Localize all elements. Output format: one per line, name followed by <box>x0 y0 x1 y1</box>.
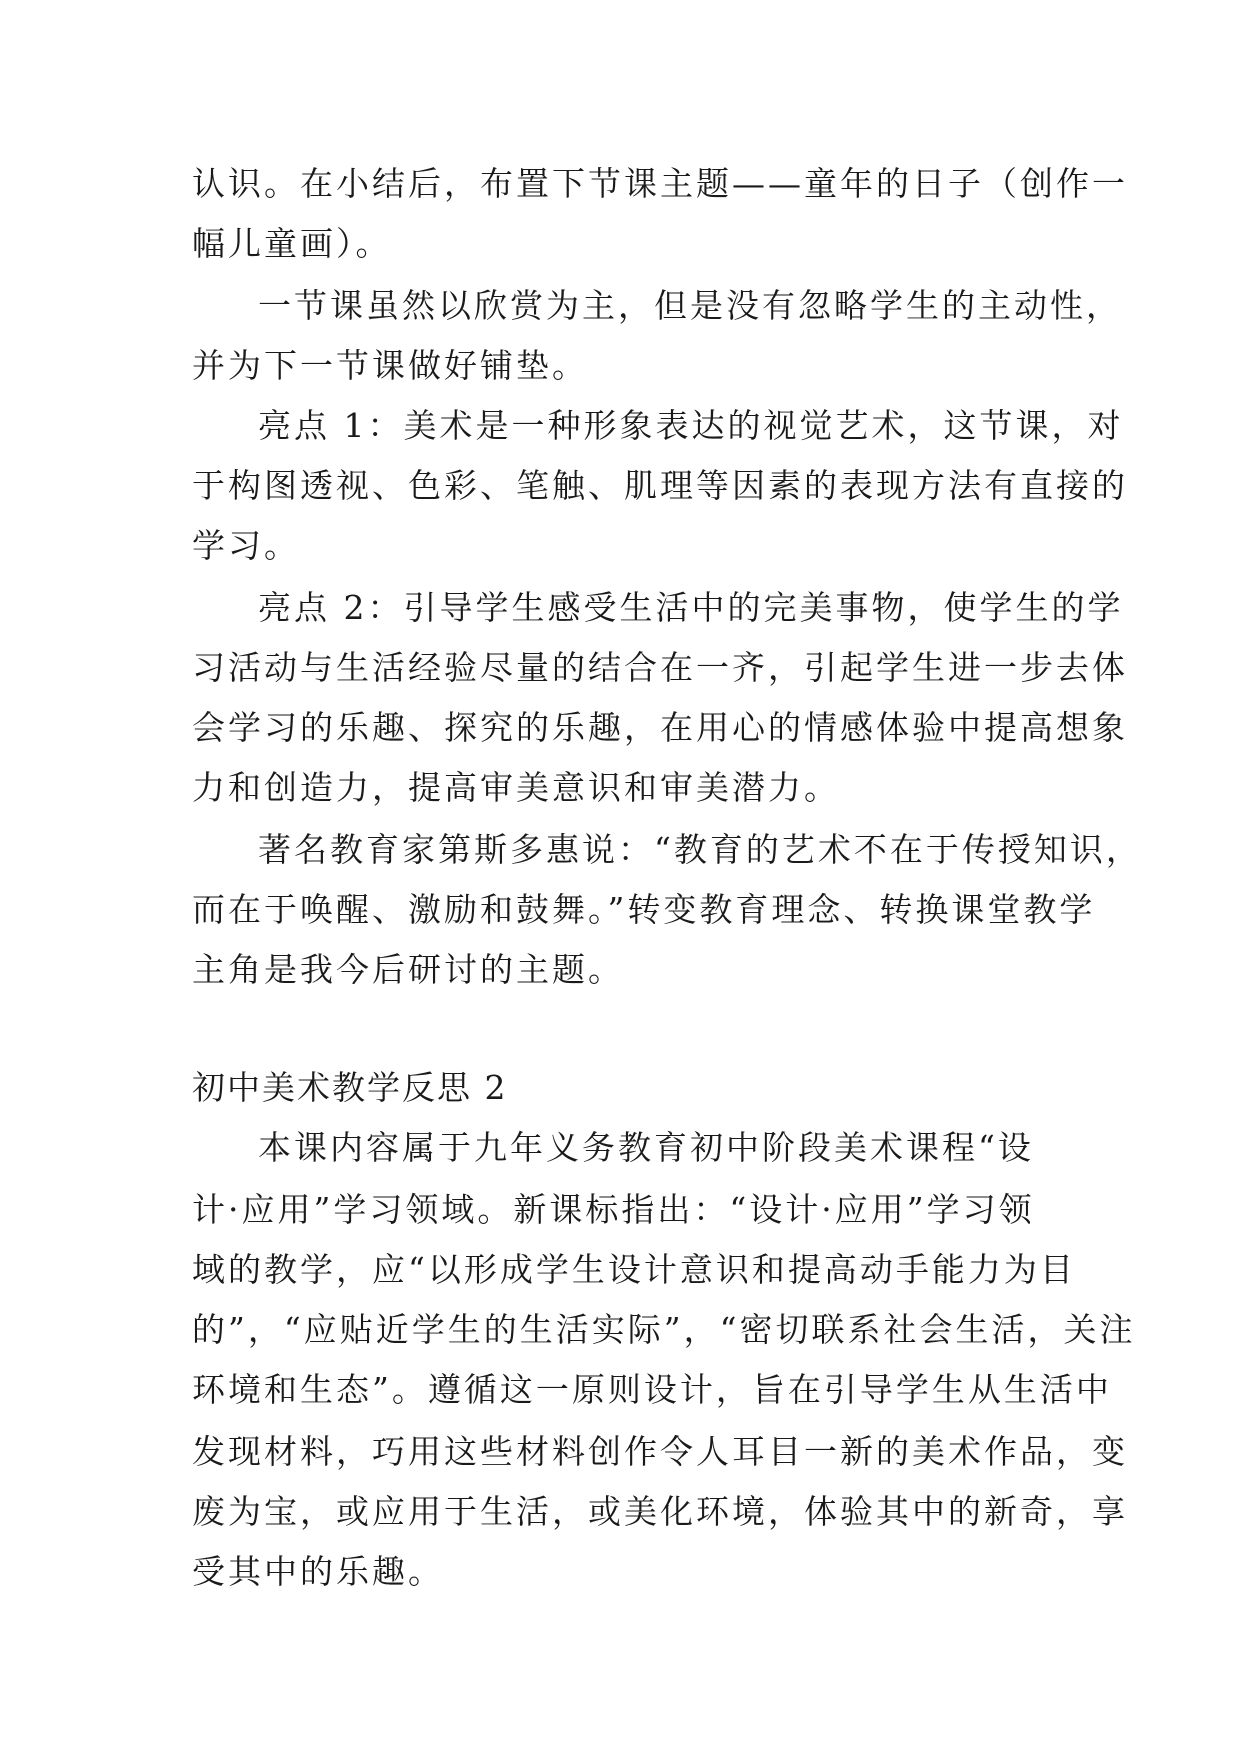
text-line: 计·应用”学习领域。新课标指出：“设计·应用”学习领 <box>192 1190 1035 1229</box>
paragraph-first-line: 亮点 2：引导学生感受生活中的完美事物，使学生的学 <box>258 588 1124 627</box>
text-line: 发现材料，巧用这些材料创作令人耳目一新的美术作品，变 <box>192 1432 1128 1471</box>
text-line: 力和创造力，提高审美意识和审美潜力。 <box>192 768 840 807</box>
paragraph-first-line: 著名教育家第斯多惠说：“教育的艺术不在于传授知识， <box>258 830 1142 869</box>
paragraph-first-line: 一节课虽然以欣赏为主，但是没有忽略学生的主动性， <box>258 286 1122 325</box>
text-line: 废为宝，或应用于生活，或美化环境，体验其中的新奇，享 <box>192 1492 1128 1531</box>
text-line: 而在于唤醒、激励和鼓舞。”转变教育理念、转换课堂教学 <box>192 890 1096 929</box>
section-heading: 初中美术教学反思 2 <box>192 1068 508 1107</box>
text-line: 并为下一节课做好铺垫。 <box>192 346 588 385</box>
text-line: 会学习的乐趣、探究的乐趣，在用心的情感体验中提高想象 <box>192 708 1128 747</box>
paragraph-first-line: 亮点 1：美术是一种形象表达的视觉艺术，这节课，对 <box>258 406 1124 445</box>
text-line: 学习。 <box>192 526 300 565</box>
text-line: 受其中的乐趣。 <box>192 1552 444 1591</box>
text-line: 域的教学，应“以形成学生设计意识和提高动手能力为目 <box>192 1250 1076 1289</box>
text-line: 于构图透视、色彩、笔触、肌理等因素的表现方法有直接的 <box>192 466 1128 505</box>
text-line: 认识。在小结后，布置下节课主题——童年的日子（创作一 <box>192 164 1128 203</box>
text-line: 主角是我今后研讨的主题。 <box>192 950 624 989</box>
text-line: 幅儿童画）。 <box>192 224 392 263</box>
text-line: 习活动与生活经验尽量的结合在一齐，引起学生进一步去体 <box>192 648 1128 687</box>
paragraph-first-line: 本课内容属于九年义务教育初中阶段美术课程“设 <box>258 1128 1034 1167</box>
text-line: 环境和生态”。遵循这一原则设计，旨在引导学生从生活中 <box>192 1370 1112 1409</box>
text-line: 的”，“应贴近学生的生活实际”，“密切联系社会生活，关注 <box>192 1310 1136 1349</box>
